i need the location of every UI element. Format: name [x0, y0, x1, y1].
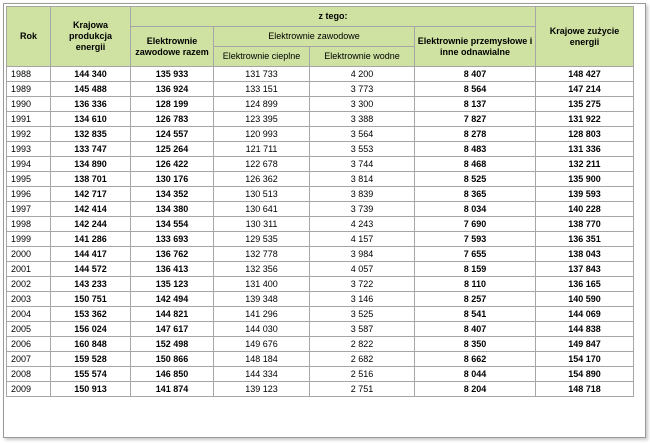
cell-thermal: 141 296	[214, 307, 310, 322]
header-year: Rok	[7, 7, 51, 67]
cell-consumption: 154 170	[536, 352, 634, 367]
cell-industrial: 8 525	[415, 172, 536, 187]
table-row	[7, 367, 634, 382]
cell-thermal: 144 030	[214, 322, 310, 337]
cell-industrial: 8 662	[415, 352, 536, 367]
cell-industrial: 8 044	[415, 367, 536, 382]
cell-thermal: 133 151	[214, 82, 310, 97]
table-row	[7, 127, 634, 142]
table-row	[7, 262, 634, 277]
cell-year: 1993	[7, 142, 51, 157]
table-row	[7, 82, 634, 97]
cell-prof-total: 135 123	[131, 277, 214, 292]
cell-hydro: 4 057	[310, 262, 415, 277]
cell-thermal: 120 993	[214, 127, 310, 142]
cell-consumption: 140 590	[536, 292, 634, 307]
cell-consumption: 138 043	[536, 247, 634, 262]
cell-hydro: 3 300	[310, 97, 415, 112]
cell-hydro: 3 839	[310, 187, 415, 202]
cell-industrial: 8 365	[415, 187, 536, 202]
header-industrial: Elektrownie przemysłowe i inne odnawialne	[415, 27, 536, 67]
cell-hydro: 3 553	[310, 142, 415, 157]
table-row	[7, 157, 634, 172]
cell-industrial: 8 350	[415, 337, 536, 352]
cell-production: 132 835	[51, 127, 131, 142]
cell-production: 160 848	[51, 337, 131, 352]
cell-consumption: 131 336	[536, 142, 634, 157]
table-row	[7, 307, 634, 322]
table-row	[7, 382, 634, 397]
cell-hydro: 2 751	[310, 382, 415, 397]
cell-consumption: 132 211	[536, 157, 634, 172]
cell-hydro: 3 739	[310, 202, 415, 217]
cell-thermal: 144 334	[214, 367, 310, 382]
cell-prof-total: 126 783	[131, 112, 214, 127]
cell-hydro: 3 773	[310, 82, 415, 97]
cell-industrial: 7 655	[415, 247, 536, 262]
cell-industrial: 8 468	[415, 157, 536, 172]
cell-production: 136 336	[51, 97, 131, 112]
cell-prof-total: 125 264	[131, 142, 214, 157]
cell-industrial: 8 204	[415, 382, 536, 397]
cell-production: 144 340	[51, 67, 131, 82]
cell-prof-total: 146 850	[131, 367, 214, 382]
cell-hydro: 3 146	[310, 292, 415, 307]
cell-industrial: 7 827	[415, 112, 536, 127]
cell-hydro: 3 587	[310, 322, 415, 337]
cell-thermal: 126 362	[214, 172, 310, 187]
cell-production: 144 417	[51, 247, 131, 262]
energy-table	[6, 6, 634, 397]
cell-consumption: 139 593	[536, 187, 634, 202]
cell-hydro: 3 388	[310, 112, 415, 127]
cell-thermal: 124 899	[214, 97, 310, 112]
cell-consumption: 128 803	[536, 127, 634, 142]
cell-consumption: 144 838	[536, 322, 634, 337]
cell-thermal: 130 641	[214, 202, 310, 217]
cell-consumption: 138 770	[536, 217, 634, 232]
cell-year: 2008	[7, 367, 51, 382]
cell-consumption: 135 900	[536, 172, 634, 187]
header-prof-group: Elektrownie zawodowe	[214, 27, 415, 47]
cell-thermal: 131 733	[214, 67, 310, 82]
cell-year: 2006	[7, 337, 51, 352]
cell-thermal: 139 123	[214, 382, 310, 397]
cell-production: 144 572	[51, 262, 131, 277]
cell-industrial: 8 110	[415, 277, 536, 292]
cell-thermal: 149 676	[214, 337, 310, 352]
cell-year: 1995	[7, 172, 51, 187]
cell-hydro: 4 157	[310, 232, 415, 247]
cell-consumption: 135 275	[536, 97, 634, 112]
cell-consumption: 136 351	[536, 232, 634, 247]
cell-year: 2003	[7, 292, 51, 307]
cell-prof-total: 142 494	[131, 292, 214, 307]
cell-production: 155 574	[51, 367, 131, 382]
cell-year: 1989	[7, 82, 51, 97]
cell-consumption: 149 847	[536, 337, 634, 352]
cell-production: 150 751	[51, 292, 131, 307]
cell-prof-total: 133 693	[131, 232, 214, 247]
cell-production: 150 913	[51, 382, 131, 397]
cell-prof-total: 136 762	[131, 247, 214, 262]
cell-consumption: 154 890	[536, 367, 634, 382]
cell-hydro: 4 200	[310, 67, 415, 82]
cell-production: 153 362	[51, 307, 131, 322]
cell-year: 2007	[7, 352, 51, 367]
table-row	[7, 172, 634, 187]
cell-thermal: 130 513	[214, 187, 310, 202]
cell-year: 2002	[7, 277, 51, 292]
cell-thermal: 130 311	[214, 217, 310, 232]
table-row	[7, 352, 634, 367]
cell-year: 1996	[7, 187, 51, 202]
cell-hydro: 4 243	[310, 217, 415, 232]
cell-industrial: 8 278	[415, 127, 536, 142]
table-row	[7, 217, 634, 232]
cell-thermal: 139 348	[214, 292, 310, 307]
cell-prof-total: 134 554	[131, 217, 214, 232]
cell-year: 1991	[7, 112, 51, 127]
cell-prof-total: 134 380	[131, 202, 214, 217]
header-of-which: z tego:	[131, 7, 536, 27]
cell-production: 142 244	[51, 217, 131, 232]
cell-consumption: 131 922	[536, 112, 634, 127]
cell-prof-total: 152 498	[131, 337, 214, 352]
cell-consumption: 140 228	[536, 202, 634, 217]
cell-production: 142 717	[51, 187, 131, 202]
table-row	[7, 292, 634, 307]
header-production: Krajowa produkcja energii	[51, 7, 131, 67]
table-body	[7, 67, 634, 397]
cell-thermal: 131 400	[214, 277, 310, 292]
table-row	[7, 187, 634, 202]
table-row	[7, 247, 634, 262]
header-consumption: Krajowe zużycie energii	[536, 7, 634, 67]
cell-thermal: 132 778	[214, 247, 310, 262]
cell-year: 1988	[7, 67, 51, 82]
cell-hydro: 3 744	[310, 157, 415, 172]
cell-industrial: 8 407	[415, 67, 536, 82]
cell-prof-total: 136 413	[131, 262, 214, 277]
cell-year: 1992	[7, 127, 51, 142]
cell-prof-total: 128 199	[131, 97, 214, 112]
cell-consumption: 147 214	[536, 82, 634, 97]
table-row	[7, 232, 634, 247]
cell-consumption: 148 718	[536, 382, 634, 397]
cell-year: 2001	[7, 262, 51, 277]
cell-production: 159 528	[51, 352, 131, 367]
cell-hydro: 2 822	[310, 337, 415, 352]
header-prof-total: Elektrownie zawodowe razem	[131, 27, 214, 67]
cell-industrial: 8 137	[415, 97, 536, 112]
cell-prof-total: 147 617	[131, 322, 214, 337]
cell-prof-total: 150 866	[131, 352, 214, 367]
table-row	[7, 277, 634, 292]
cell-production: 134 890	[51, 157, 131, 172]
cell-year: 1997	[7, 202, 51, 217]
cell-year: 1994	[7, 157, 51, 172]
cell-year: 1998	[7, 217, 51, 232]
cell-prof-total: 135 933	[131, 67, 214, 82]
header-thermal: Elektrownie cieplne	[214, 47, 310, 67]
table-row	[7, 97, 634, 112]
cell-industrial: 8 541	[415, 307, 536, 322]
cell-prof-total: 136 924	[131, 82, 214, 97]
cell-prof-total: 134 352	[131, 187, 214, 202]
table-row	[7, 202, 634, 217]
cell-industrial: 8 483	[415, 142, 536, 157]
cell-production: 141 286	[51, 232, 131, 247]
header-hydro: Elektrownie wodne	[310, 47, 415, 67]
cell-year: 2005	[7, 322, 51, 337]
cell-prof-total: 130 176	[131, 172, 214, 187]
cell-production: 138 701	[51, 172, 131, 187]
cell-production: 133 747	[51, 142, 131, 157]
cell-thermal: 123 395	[214, 112, 310, 127]
cell-industrial: 7 690	[415, 217, 536, 232]
cell-hydro: 3 722	[310, 277, 415, 292]
cell-hydro: 3 984	[310, 247, 415, 262]
cell-year: 2004	[7, 307, 51, 322]
cell-year: 1990	[7, 97, 51, 112]
cell-industrial: 8 159	[415, 262, 536, 277]
cell-consumption: 148 427	[536, 67, 634, 82]
cell-industrial: 8 407	[415, 322, 536, 337]
table-row	[7, 67, 634, 82]
cell-production: 156 024	[51, 322, 131, 337]
cell-industrial: 8 564	[415, 82, 536, 97]
table-row	[7, 142, 634, 157]
table-row	[7, 112, 634, 127]
cell-year: 2000	[7, 247, 51, 262]
cell-prof-total: 124 557	[131, 127, 214, 142]
cell-hydro: 3 525	[310, 307, 415, 322]
cell-production: 143 233	[51, 277, 131, 292]
cell-thermal: 132 356	[214, 262, 310, 277]
cell-production: 134 610	[51, 112, 131, 127]
cell-hydro: 2 682	[310, 352, 415, 367]
cell-thermal: 129 535	[214, 232, 310, 247]
cell-hydro: 2 516	[310, 367, 415, 382]
table-row	[7, 337, 634, 352]
table-row	[7, 322, 634, 337]
cell-prof-total: 141 874	[131, 382, 214, 397]
cell-thermal: 148 184	[214, 352, 310, 367]
cell-consumption: 137 843	[536, 262, 634, 277]
cell-hydro: 3 564	[310, 127, 415, 142]
cell-thermal: 122 678	[214, 157, 310, 172]
cell-industrial: 7 593	[415, 232, 536, 247]
cell-hydro: 3 814	[310, 172, 415, 187]
cell-prof-total: 144 821	[131, 307, 214, 322]
cell-consumption: 144 069	[536, 307, 634, 322]
cell-production: 145 488	[51, 82, 131, 97]
cell-year: 2009	[7, 382, 51, 397]
cell-industrial: 8 257	[415, 292, 536, 307]
table-header	[7, 7, 634, 67]
cell-production: 142 414	[51, 202, 131, 217]
cell-year: 1999	[7, 232, 51, 247]
cell-prof-total: 126 422	[131, 157, 214, 172]
cell-thermal: 121 711	[214, 142, 310, 157]
cell-industrial: 8 034	[415, 202, 536, 217]
cell-consumption: 136 165	[536, 277, 634, 292]
